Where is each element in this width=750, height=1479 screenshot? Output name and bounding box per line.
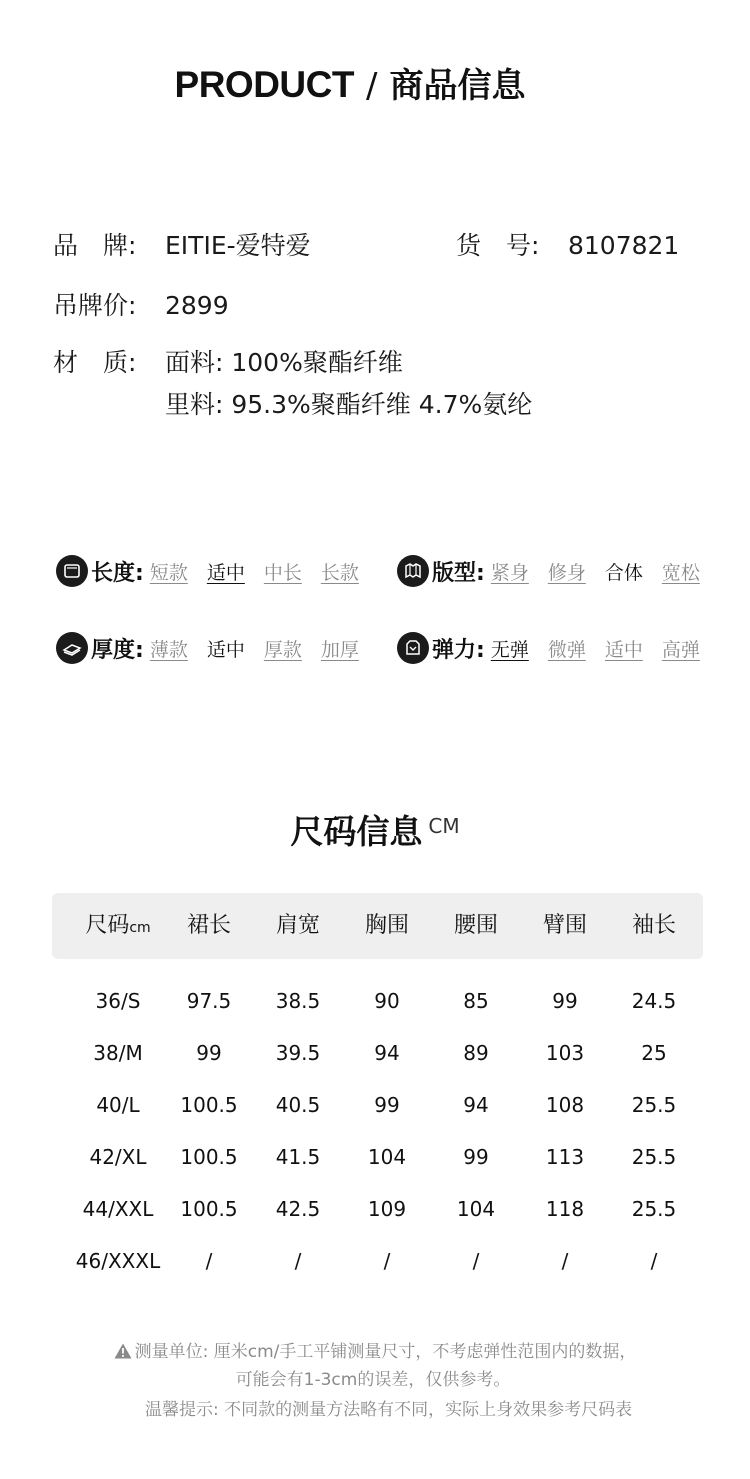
attr-option: 中长	[263, 561, 302, 584]
size-table-header	[52, 893, 703, 959]
table-cell: 94	[463, 1093, 489, 1117]
size-label-cell: 44/XXL	[82, 1197, 154, 1221]
attr-name: 长度:	[91, 560, 144, 586]
table-cell: /	[561, 1249, 569, 1273]
table-cell: 25.5	[631, 1093, 677, 1117]
title-en: PRODUCT	[174, 64, 354, 105]
attr-option: 加厚	[320, 638, 359, 661]
attr-option: 宽松	[661, 561, 700, 584]
table-cell: /	[205, 1249, 213, 1273]
attr-name: 版型:	[432, 560, 485, 586]
attr-elasticity	[397, 632, 700, 664]
attr-thickness	[56, 632, 359, 664]
page-title	[0, 58, 700, 107]
length-icon	[56, 555, 88, 587]
attr-option: 修身	[547, 561, 586, 584]
header-cell: 胸围	[364, 913, 410, 938]
table-cell: 24.5	[631, 989, 677, 1013]
table-cell: 100.5	[180, 1145, 238, 1169]
brand-label: 品 牌:	[53, 231, 137, 260]
attr-option: 紧身	[490, 561, 529, 584]
material-lining-row	[53, 385, 532, 421]
header-cell: 肩宽	[275, 913, 321, 938]
attr-option: 长款	[320, 561, 359, 584]
material-label: 材 质:	[53, 348, 137, 377]
header-cell: 臂围	[542, 913, 588, 938]
table-cell: 109	[367, 1197, 407, 1221]
size-title-text: 尺码信息	[290, 812, 423, 851]
size-section-title	[0, 806, 750, 853]
warning-icon	[114, 1343, 132, 1359]
table-cell: 100.5	[180, 1093, 238, 1117]
table-cell: 118	[545, 1197, 585, 1221]
attr-option-selected: 适中	[206, 638, 245, 661]
brand-row	[53, 226, 311, 262]
attr-name: 弹力:	[432, 637, 485, 663]
table-cell: 99	[463, 1145, 489, 1169]
price-label: 吊牌价:	[53, 291, 137, 320]
fit-icon	[397, 555, 429, 587]
table-cell: 94	[374, 1041, 400, 1065]
price-value: 2899	[165, 291, 229, 320]
attr-option-selected: 无弹	[490, 638, 529, 661]
table-cell: 113	[545, 1145, 585, 1169]
note-line-1: 测量单位: 厘米cm/手工平铺测量尺寸，不考虑弹性范围内的数据，	[0, 1337, 750, 1362]
table-cell: 108	[545, 1093, 585, 1117]
table-cell: 97.5	[186, 989, 232, 1013]
attr-option: 薄款	[149, 638, 188, 661]
table-cell: 99	[196, 1041, 222, 1065]
price-row	[53, 286, 229, 322]
note-line-3: 温馨提示: 不同款的测量方法略有不同，实际上身效果参考尺码表	[145, 1400, 633, 1420]
table-cell: 39.5	[275, 1041, 321, 1065]
title-cn: 商品信息	[389, 66, 526, 106]
sku-label: 货 号:	[456, 231, 540, 260]
table-cell: 40.5	[275, 1093, 321, 1117]
note-line-2: 可能会有1-3cm的误差，仅供参考。	[235, 1370, 511, 1390]
size-label-cell: 40/L	[96, 1093, 140, 1117]
table-cell: 104	[456, 1197, 496, 1221]
sku-row	[456, 226, 679, 262]
thickness-icon	[56, 632, 88, 664]
table-cell: 100.5	[180, 1197, 238, 1221]
attr-option: 适中	[604, 638, 643, 661]
table-cell: 25.5	[631, 1197, 677, 1221]
table-cell: /	[294, 1249, 302, 1273]
attr-option: 厚款	[263, 638, 302, 661]
size-title-unit: CM	[428, 814, 460, 838]
table-cell: 41.5	[275, 1145, 321, 1169]
table-cell: 90	[374, 989, 400, 1013]
table-cell: /	[383, 1249, 391, 1273]
attr-option: 短款	[149, 561, 188, 584]
attr-fit	[397, 555, 700, 587]
size-label-cell: 46/XXXL	[75, 1249, 161, 1273]
attr-name: 厚度:	[91, 637, 144, 663]
table-cell: 89	[463, 1041, 489, 1065]
header-cell: 袖长	[631, 913, 677, 938]
table-cell: 103	[545, 1041, 585, 1065]
attr-option: 微弹	[547, 638, 586, 661]
material-row	[53, 343, 403, 379]
table-cell: 25	[641, 1041, 667, 1065]
material-lining: 里料: 95.3%聚酯纤维 4.7%氨纶	[165, 390, 533, 419]
size-label-cell: 36/S	[95, 989, 141, 1013]
title-separator: /	[365, 66, 378, 106]
table-cell: 104	[367, 1145, 407, 1169]
table-cell: 85	[463, 989, 489, 1013]
header-cell: 腰围	[453, 913, 499, 938]
size-label-cell: 42/XL	[89, 1145, 147, 1169]
attr-option-selected: 合体	[604, 561, 643, 584]
table-cell: 42.5	[275, 1197, 321, 1221]
size-label-cell: 38/M	[93, 1041, 143, 1065]
sku-value: 8107821	[568, 231, 680, 260]
attr-length	[56, 555, 359, 587]
table-cell: 25.5	[631, 1145, 677, 1169]
table-cell: /	[650, 1249, 658, 1273]
header-cell: 尺码cm	[85, 913, 151, 938]
elasticity-icon	[397, 632, 429, 664]
table-cell: 99	[374, 1093, 400, 1117]
brand-value: EITIE-爱特爱	[165, 231, 311, 260]
table-cell: 38.5	[275, 989, 321, 1013]
material-face: 面料: 100%聚酯纤维	[165, 348, 403, 377]
table-cell: 99	[552, 989, 578, 1013]
attr-option: 高弹	[661, 638, 700, 661]
table-cell: /	[472, 1249, 480, 1273]
header-cell: 裙长	[186, 913, 232, 938]
attr-option-selected: 适中	[206, 561, 245, 584]
